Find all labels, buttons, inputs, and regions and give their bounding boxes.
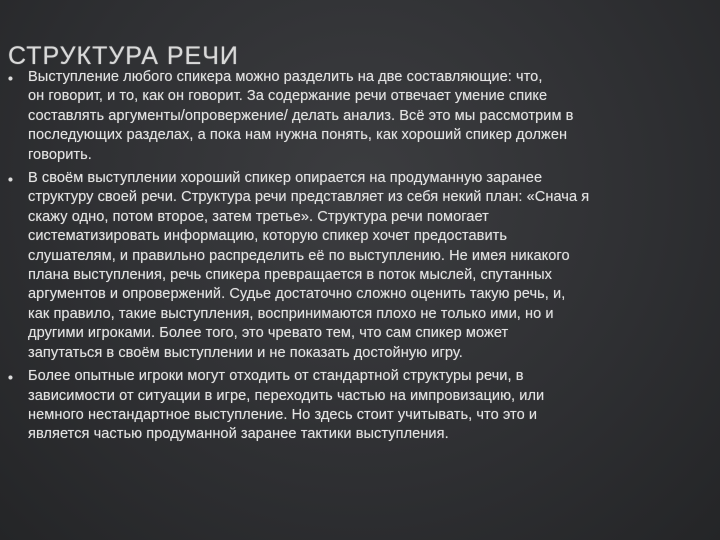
bullet-line: Выступление любого спикера можно разделить на две составляющие: что, — [28, 69, 543, 85]
bullet-line: является частью продуманной заранее тактики выступления. — [28, 426, 449, 443]
slide-content — [8, 68, 720, 445]
slide-title: СТРУКТУРА РЕЧИ — [8, 42, 239, 70]
bullet-line: зависимости от ситуации в игре, переходить частью на импровизацию, или — [28, 387, 545, 404]
bullet-line: Более опытные игроки могут отходить от стандартной структуры речи, в — [28, 368, 524, 385]
bullet-line: запутаться в своём выступлении и не показать достойную игру. — [28, 344, 463, 361]
bullet-line: скажу одно, потом второе, затем третье». Структура речи помогает — [28, 208, 489, 225]
bullet-line: аргументов и опровержений. Судье достаточно сложно оценить такую речь, и, — [28, 286, 566, 303]
bullet-line: как правило, такие выступления, воспринимаются плохо не только ими, но и — [28, 305, 554, 322]
bullet-line: немного нестандартное выступление. Но здесь стоит учитывать, что это и — [28, 406, 538, 423]
bullet-line: плана выступления, речь спикера превращается в поток мыслей, спутанных — [28, 267, 552, 284]
bullet-item-3 — [8, 367, 720, 445]
bullet-dot-icon: • — [8, 369, 13, 386]
bullet-line: составлять аргументы/опровержение/ делать анализ. Всё это мы рассмотрим в — [28, 107, 574, 124]
bullet-dot-icon: • — [8, 70, 13, 86]
bullet-line: последующих разделах, а пока нам нужна понять, как хороший спикер должен — [28, 127, 568, 144]
bullet-item-1 — [8, 68, 720, 165]
bullet-line: говорить. — [28, 146, 92, 163]
bullet-line: В своём выступлении хороший спикер опирается на продуманную заранее — [28, 170, 543, 187]
bullet-dot-icon: • — [8, 171, 13, 188]
bullet-line: структуру своей речи. Структура речи представляет из себя некий план: «Снача я — [28, 189, 590, 206]
bullet-line: систематизировать информацию, которую спикер хочет предоставить — [28, 228, 508, 245]
bullet-line: слушателям, и правильно распределить её по выступлению. Не имея никакого — [28, 247, 570, 264]
bullet-line: другими игроками. Более того, это чревато тем, что сам спикер может — [28, 325, 509, 342]
bullet-item-2 — [8, 169, 720, 363]
bullet-line: он говорит, и то, как он говорит. За содержание речи отвечает умение спике — [28, 88, 548, 105]
